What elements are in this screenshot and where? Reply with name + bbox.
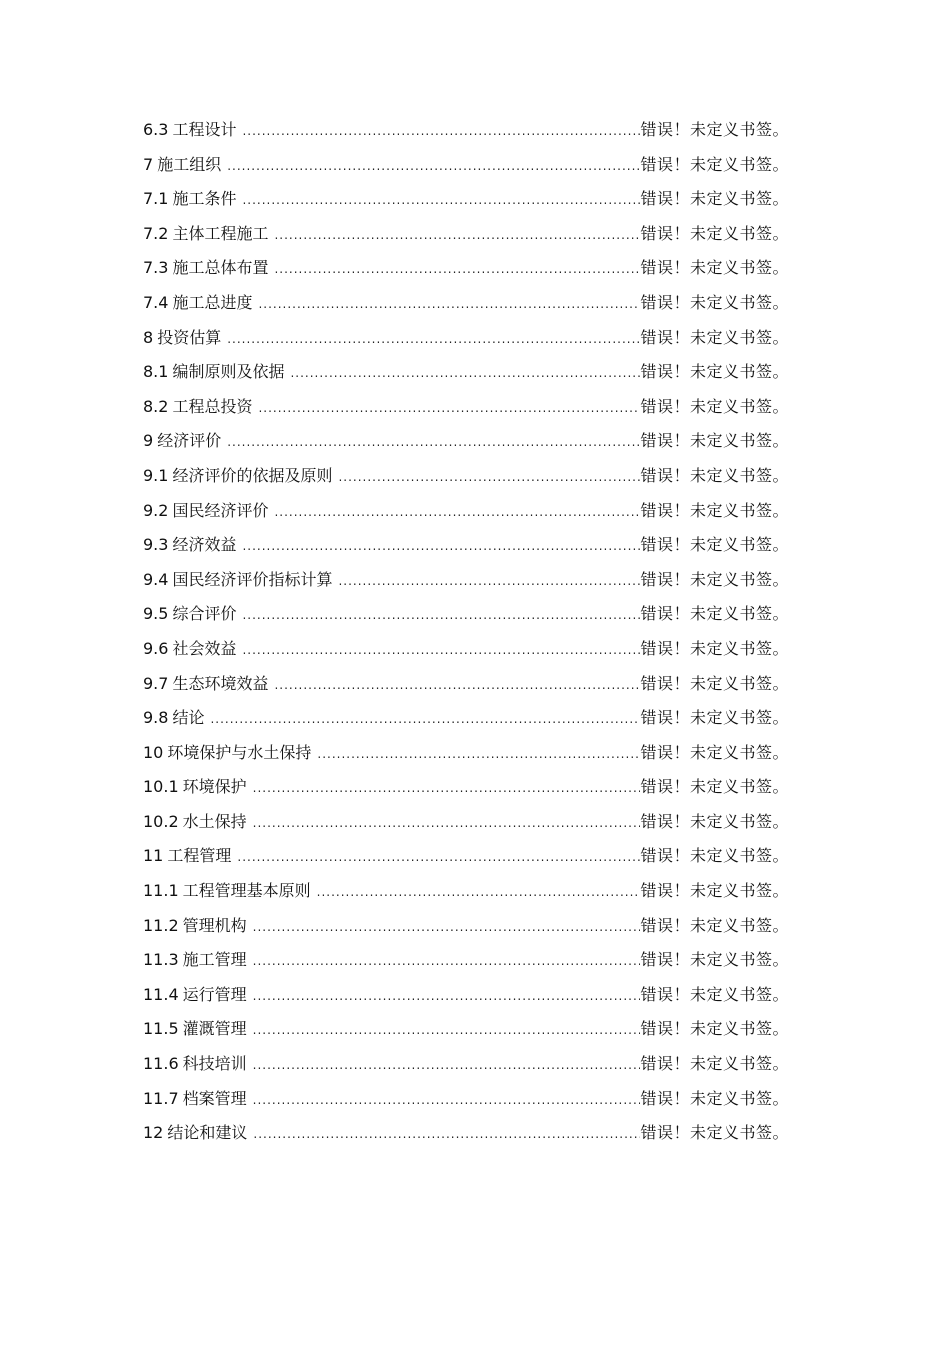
toc-dot-leader: [242, 633, 640, 667]
toc-entry[interactable]: [143, 321, 789, 356]
toc-entry-title: 施工组织: [157, 154, 222, 174]
toc-entry-number: 9.8: [143, 708, 169, 728]
toc-dot-leader: [274, 668, 640, 702]
toc-entry-page-ref: 错误！未定义书签。: [640, 673, 789, 693]
toc-entry-page-ref: 错误！未定义书签。: [640, 154, 789, 174]
toc-entry-number: 6.3: [143, 120, 169, 139]
toc-dot-leader: [227, 425, 640, 459]
toc-entry[interactable]: [143, 528, 789, 563]
toc-entry-title: 投资估算: [157, 327, 222, 347]
toc-dot-leader: [317, 875, 641, 909]
toc-entry-page-ref: 错误！未定义书签。: [640, 1088, 789, 1108]
toc-entry-page-ref: 错误！未定义书签。: [640, 465, 789, 485]
toc-entry-page-ref: 错误！未定义书签。: [640, 881, 789, 901]
toc-entry[interactable]: [143, 182, 789, 217]
toc-dot-leader: [237, 840, 640, 874]
toc-entry-number: 9.1: [143, 465, 169, 485]
toc-entry-title: 经济效益: [172, 535, 237, 555]
toc-entry-title: 结论: [172, 708, 205, 728]
toc-entry-title: 综合评价: [172, 604, 237, 624]
toc-entry-title: 经济评价的依据及原则: [172, 465, 333, 485]
toc-entry-number: 11.5: [143, 1019, 179, 1039]
toc-entry-page-ref: 错误！未定义书签。: [640, 500, 789, 520]
toc-entry-number: 7.2: [143, 223, 169, 243]
toc-entry-title: 工程管理基本原则: [182, 881, 311, 901]
toc-entry-title: 施工总体布置: [172, 258, 269, 278]
toc-entry[interactable]: [143, 943, 789, 978]
toc-entry-title: 档案管理: [182, 1088, 247, 1108]
toc-entry[interactable]: [143, 494, 789, 529]
toc-entry-page-ref: 错误！未定义书签。: [640, 638, 789, 658]
toc-entry-page-ref: 错误！未定义书签。: [640, 431, 789, 451]
toc-entry-number: 11.1: [143, 881, 179, 901]
toc-entry-page-ref: 错误！未定义书签。: [640, 258, 789, 278]
toc-entry-number: 11.7: [143, 1088, 179, 1108]
toc-entry-page-ref: 错误！未定义书签。: [640, 1123, 789, 1143]
toc-entry-number: 10: [143, 742, 164, 762]
toc-entry-page-ref: 错误！未定义书签。: [640, 396, 789, 416]
toc-entry-page-ref: 错误！未定义书签。: [640, 292, 789, 312]
toc-entry-title: 施工条件: [172, 189, 237, 209]
toc-entry[interactable]: [143, 632, 789, 667]
toc-dot-leader: [253, 910, 641, 944]
toc-entry-title: 工程总投资: [172, 396, 253, 416]
toc-entry-page-ref: 错误！未定义书签。: [640, 327, 789, 347]
toc-entry-page-ref: 错误！未定义书签。: [640, 569, 789, 589]
toc-dot-leader: [253, 1117, 640, 1151]
toc-entry-page-ref: 错误！未定义书签。: [640, 189, 789, 209]
toc-entry-title: 运行管理: [182, 984, 247, 1004]
toc-dot-leader: [253, 979, 641, 1013]
toc-entry[interactable]: [143, 805, 789, 840]
toc-dot-leader: [242, 598, 640, 632]
toc-entry[interactable]: [143, 978, 789, 1013]
toc-entry-page-ref: 错误！未定义书签。: [640, 984, 789, 1004]
toc-entry-title: 国民经济评价指标计算: [172, 569, 333, 589]
toc-entry-number: 8.2: [143, 396, 169, 416]
toc-entry-title: 工程管理: [167, 846, 232, 866]
toc-entry-number: 11.2: [143, 915, 179, 935]
toc-entry[interactable]: [143, 1047, 789, 1082]
toc-dot-leader: [258, 287, 640, 321]
toc-entry-title: 主体工程施工: [172, 223, 269, 243]
toc-entry[interactable]: [143, 597, 789, 632]
toc-dot-leader: [253, 806, 641, 840]
toc-entry-number: 8.1: [143, 362, 169, 382]
toc-entry-number: 10.2: [143, 811, 179, 831]
toc-entry-title: 编制原则及依据: [172, 362, 285, 382]
toc-entry-title: 科技培训: [182, 1054, 247, 1074]
toc-entry-page-ref: 错误！未定义书签。: [640, 915, 789, 935]
toc-entry[interactable]: [143, 355, 789, 390]
toc-entry-title: 水土保持: [182, 811, 247, 831]
toc-entry[interactable]: [143, 563, 789, 598]
toc-dot-leader: [253, 1083, 641, 1117]
toc-dot-leader: [253, 1048, 641, 1082]
toc-entry-number: 12: [143, 1123, 164, 1143]
toc-entry[interactable]: [143, 424, 789, 459]
toc-entry-page-ref: 错误！未定义书签。: [640, 811, 789, 831]
toc-entry-number: 9.3: [143, 535, 169, 555]
toc-dot-leader: [253, 944, 641, 978]
toc-entry-title: 生态环境效益: [172, 673, 269, 693]
toc-entry[interactable]: [143, 1116, 789, 1151]
toc-dot-leader: [227, 149, 640, 183]
toc-entry-title: 工程设计: [172, 120, 237, 139]
toc-dot-leader: [274, 495, 640, 529]
toc-entry-title: 经济评价: [157, 431, 222, 451]
toc-entry-number: 9.2: [143, 500, 169, 520]
toc-entry-number: 11.4: [143, 984, 179, 1004]
toc-entry-number: 7.1: [143, 189, 169, 209]
toc-entry-page-ref: 错误！未定义书签。: [640, 742, 789, 762]
toc-entry-page-ref: 错误！未定义书签。: [640, 120, 789, 139]
toc-entry-number: 7.3: [143, 258, 169, 278]
toc-dot-leader: [338, 460, 640, 494]
toc-entry-title: 环境保护: [182, 777, 247, 797]
toc-entry-page-ref: 错误！未定义书签。: [640, 708, 789, 728]
toc-entry[interactable]: [143, 736, 789, 771]
toc-entry[interactable]: [143, 251, 789, 286]
toc-entry-page-ref: 错误！未定义书签。: [640, 604, 789, 624]
toc-entry-number: 9.5: [143, 604, 169, 624]
toc-dot-leader: [274, 218, 640, 252]
toc-entry-number: 9: [143, 431, 154, 451]
toc-dot-leader: [317, 737, 640, 771]
toc-entry-title: 施工总进度: [172, 292, 253, 312]
toc-entry[interactable]: [143, 390, 789, 425]
toc-entry-title: 管理机构: [182, 915, 247, 935]
toc-entry[interactable]: [143, 1082, 789, 1117]
toc-entry[interactable]: [143, 459, 789, 494]
toc-entry-title: 结论和建议: [167, 1123, 248, 1143]
toc-dot-leader: [338, 564, 640, 598]
toc-entry-page-ref: 错误！未定义书签。: [640, 950, 789, 970]
toc-entry-page-ref: 错误！未定义书签。: [640, 1054, 789, 1074]
toc-entry[interactable]: [143, 286, 789, 321]
toc-entry-page-ref: 错误！未定义书签。: [640, 1019, 789, 1039]
toc-entry[interactable]: [143, 770, 789, 805]
toc-dot-leader: [242, 183, 640, 217]
toc-entry-page-ref: 错误！未定义书签。: [640, 777, 789, 797]
toc-entry[interactable]: [143, 217, 789, 252]
toc-entry-title: 环境保护与水土保持: [167, 742, 312, 762]
toc-entry-number: 11.3: [143, 950, 179, 970]
toc-entry-number: 11: [143, 846, 164, 866]
toc-dot-leader: [227, 322, 640, 356]
toc-entry[interactable]: [143, 909, 789, 944]
toc-entry[interactable]: [143, 839, 789, 874]
table-of-contents: [143, 113, 789, 1151]
toc-entry-page-ref: 错误！未定义书签。: [640, 846, 789, 866]
toc-entry[interactable]: [143, 874, 789, 909]
toc-entry-number: 9.4: [143, 569, 169, 589]
toc-entry[interactable]: [143, 1012, 789, 1047]
toc-dot-leader: [290, 356, 640, 390]
toc-dot-leader: [253, 771, 641, 805]
toc-entry[interactable]: [143, 667, 789, 702]
toc-dot-leader: [274, 252, 640, 286]
toc-entry-title: 施工管理: [182, 950, 247, 970]
toc-entry-number: 9.7: [143, 673, 169, 693]
toc-entry[interactable]: [143, 148, 789, 183]
toc-entry-number: 7: [143, 154, 154, 174]
toc-entry-number: 9.6: [143, 638, 169, 658]
toc-entry-page-ref: 错误！未定义书签。: [640, 535, 789, 555]
toc-entry[interactable]: [143, 113, 789, 148]
toc-entry-title: 社会效益: [172, 638, 237, 658]
toc-entry-title: 灌溉管理: [182, 1019, 247, 1039]
toc-dot-leader: [210, 702, 640, 736]
toc-entry-page-ref: 错误！未定义书签。: [640, 223, 789, 243]
toc-dot-leader: [242, 114, 640, 148]
toc-entry[interactable]: [143, 701, 789, 736]
toc-entry-number: 7.4: [143, 292, 169, 312]
toc-dot-leader: [258, 391, 640, 425]
toc-entry-page-ref: 错误！未定义书签。: [640, 362, 789, 382]
toc-dot-leader: [253, 1013, 641, 1047]
toc-entry-title: 国民经济评价: [172, 500, 269, 520]
toc-entry-number: 8: [143, 327, 154, 347]
toc-dot-leader: [242, 529, 640, 563]
toc-entry-number: 11.6: [143, 1054, 179, 1074]
toc-entry-number: 10.1: [143, 777, 179, 797]
